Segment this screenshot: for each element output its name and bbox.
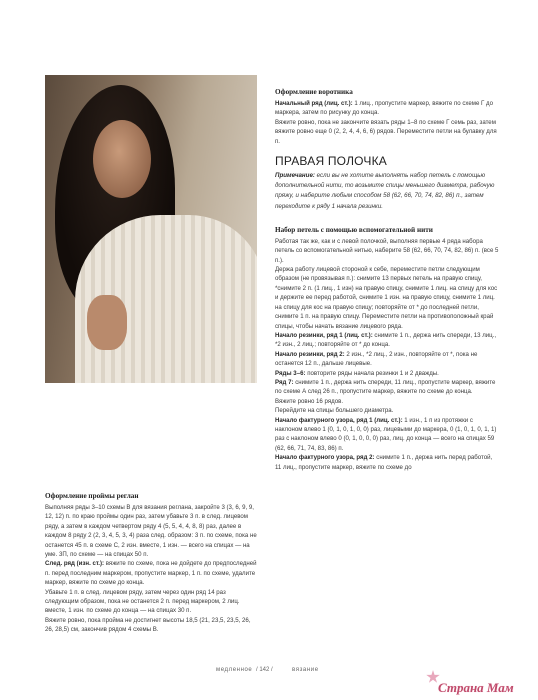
model-photo bbox=[45, 75, 257, 383]
page-number: / 142 / bbox=[256, 667, 273, 673]
cast-on-text-1: Работая так же, как и с левой полочкой, выполняя первые 4 ряда набора петель со вспомогательной нитью, наберите 58 (62, 66, 70, 74, 82, 86) п. (все 5 п.). bbox=[275, 237, 499, 264]
rows-3-6: Ряды 3–6: повторите ряды начала резинки 1 и 2 дважды. bbox=[275, 369, 439, 377]
row-7-b: Вяжите ровно 16 рядов. bbox=[275, 397, 344, 405]
watermark-logo bbox=[426, 676, 538, 700]
texture-row-1: Начало фактурного узора, ряд 1 (лиц. ст.): 1 изн., 1 п из протяжки с наклоном влево 1 (0, 1, 0, 1, 0, 0) раз, лицевыми до маркера, 0 (1, 0, 1, 0, 1, 1) раз с наклоном влево 0 (0, 1, 0, 0, 0) раз, лиц. до конца — всего на спицах 59 (62, 66, 71, 74, 83, 86) п. bbox=[275, 416, 497, 452]
collar-text-1: Начальный ряд (лиц. ст.): 1 лиц., пропустите маркер, вяжите по схеме Г до маркера, затем по рисунку до конца. bbox=[275, 100, 493, 117]
photo-hand bbox=[87, 295, 127, 350]
collar-heading: Оформление воротника bbox=[275, 88, 353, 96]
raglan-text-3: Убавьте 1 п. в след. лицевом ряду, затем через один ряд 14 раз следующим образом, пока не останется 2 п. перед маркером, 2 лиц. вместе, 1 изн. по схеме до конца — на спицах 30 п. bbox=[45, 588, 240, 615]
raglan-heading: Оформление проймы реглан bbox=[45, 492, 139, 500]
raglan-text-1: Выполняя ряды 3–10 схемы В для вязания реглана, закройте 3 (3, 6, 9, 9, 12, 12) п. по краю проймы один раз, затем убавьте 3 п. в след. лицевом ряду, а затем в каждом четвертом ряду 4 (5, 5, 4, 4, 8, 8) раз, далее в каждом 8 ряду 2 (2, 3, 4, 5, 3, 4) раза след. образом: 3 п. по схеме, пока не останется 45 п. в схеме С, 2 изн. вместе, 1 изн. — всего на спицах — на уме. 3П, по схеме — на спицах 50 п. bbox=[45, 504, 257, 559]
raglan-text-4: Вяжите ровно, пока пройма не достигнет высоты 18,5 (21, 23,5, 23,5, 26, 26, 28,5) см, закончив рядом 4 схемы В. bbox=[45, 616, 251, 634]
cast-on-heading: Набор петель с помощью вспомогательной нити bbox=[275, 225, 433, 234]
raglan-text-2: След. ряд (изн. ст.): вяжите по схеме, пока не дойдете до предпоследней п. перед последним маркером, пропустите маркер, 1 п. по схеме, удалите маркер, вяжите по схеме до конца. bbox=[45, 560, 257, 587]
footer-left: медленное bbox=[216, 667, 253, 673]
cast-on-text-2: Держа работу лицевой стороной к себе, переместите петли следующим образом (не провязывая п.): снимите 13 первых петель на правую спицу, *снимите 2 п. (1 лиц., 1 изн) на правую спицу, снимите 1 лиц. на спицу для кос и держите ее перед работой, снимите 1 изн. на правую спицу, снимите 1 лиц. на спицу для кос на правую спицу; повторяйте от * до последней петли, снимите 1 п. на правую спицу. Переместите петли на противоположный край спицы, чтобы начать вязание лицевого ряда. bbox=[275, 266, 498, 330]
left-column bbox=[45, 492, 258, 635]
rib-row-1: Начало резинки, ряд 1 (лиц. ст.): снимите 1 п., держа нить спереди, 13 лиц., *2 изн., 2 лиц.; повторяйте от * до конца. bbox=[275, 331, 497, 349]
right-column bbox=[275, 88, 500, 472]
row-7-c: Перейдите на спицы большего диаметра. bbox=[275, 407, 394, 415]
photo-face bbox=[93, 120, 151, 198]
rib-row-2: Начало резинки, ряд 2: 2 изн., *2 лиц., 2 изн., повторяйте от *, пока не останется 12 п., дальше лицевые. bbox=[275, 350, 478, 368]
texture-row-2: Начало фактурного узора, ряд 2: снимите 1 п., держа нить перед работой, 11 лиц., пропустите маркер, вяжите по схеме до bbox=[275, 454, 493, 471]
right-front-heading: ПРАВАЯ ПОЛОЧКА bbox=[275, 154, 388, 169]
collar-text-2: Вяжите ровно, пока не закончите вязать ряды 1–8 по схеме Г семь раз, затем вяжите ровно еще 0 (2, 2, 4, 4, 6, 6) рядов. Переместите петли на булавку для п. bbox=[275, 118, 497, 145]
footer-right: вязание bbox=[292, 667, 319, 673]
row-7: Ряд 7: снимите 1 п., держа нить спереди, 11 лиц., пропустите маркер, вяжите по схеме А след 26 п., пропустите маркер, вяжите по схеме до конца. bbox=[275, 378, 496, 396]
logo-text: Страна Мам bbox=[438, 680, 514, 695]
note-text: Примечание: если вы не хотите выполнять набор петель с помощью дополнительной нити, то возьмите спицы меньшего диаметра, рабочую пряжу, и наберите любым способом 58 (62, 66, 70, 74, 82, 86) п., затем переходите к ряду 1 начала резинки. bbox=[275, 172, 495, 210]
